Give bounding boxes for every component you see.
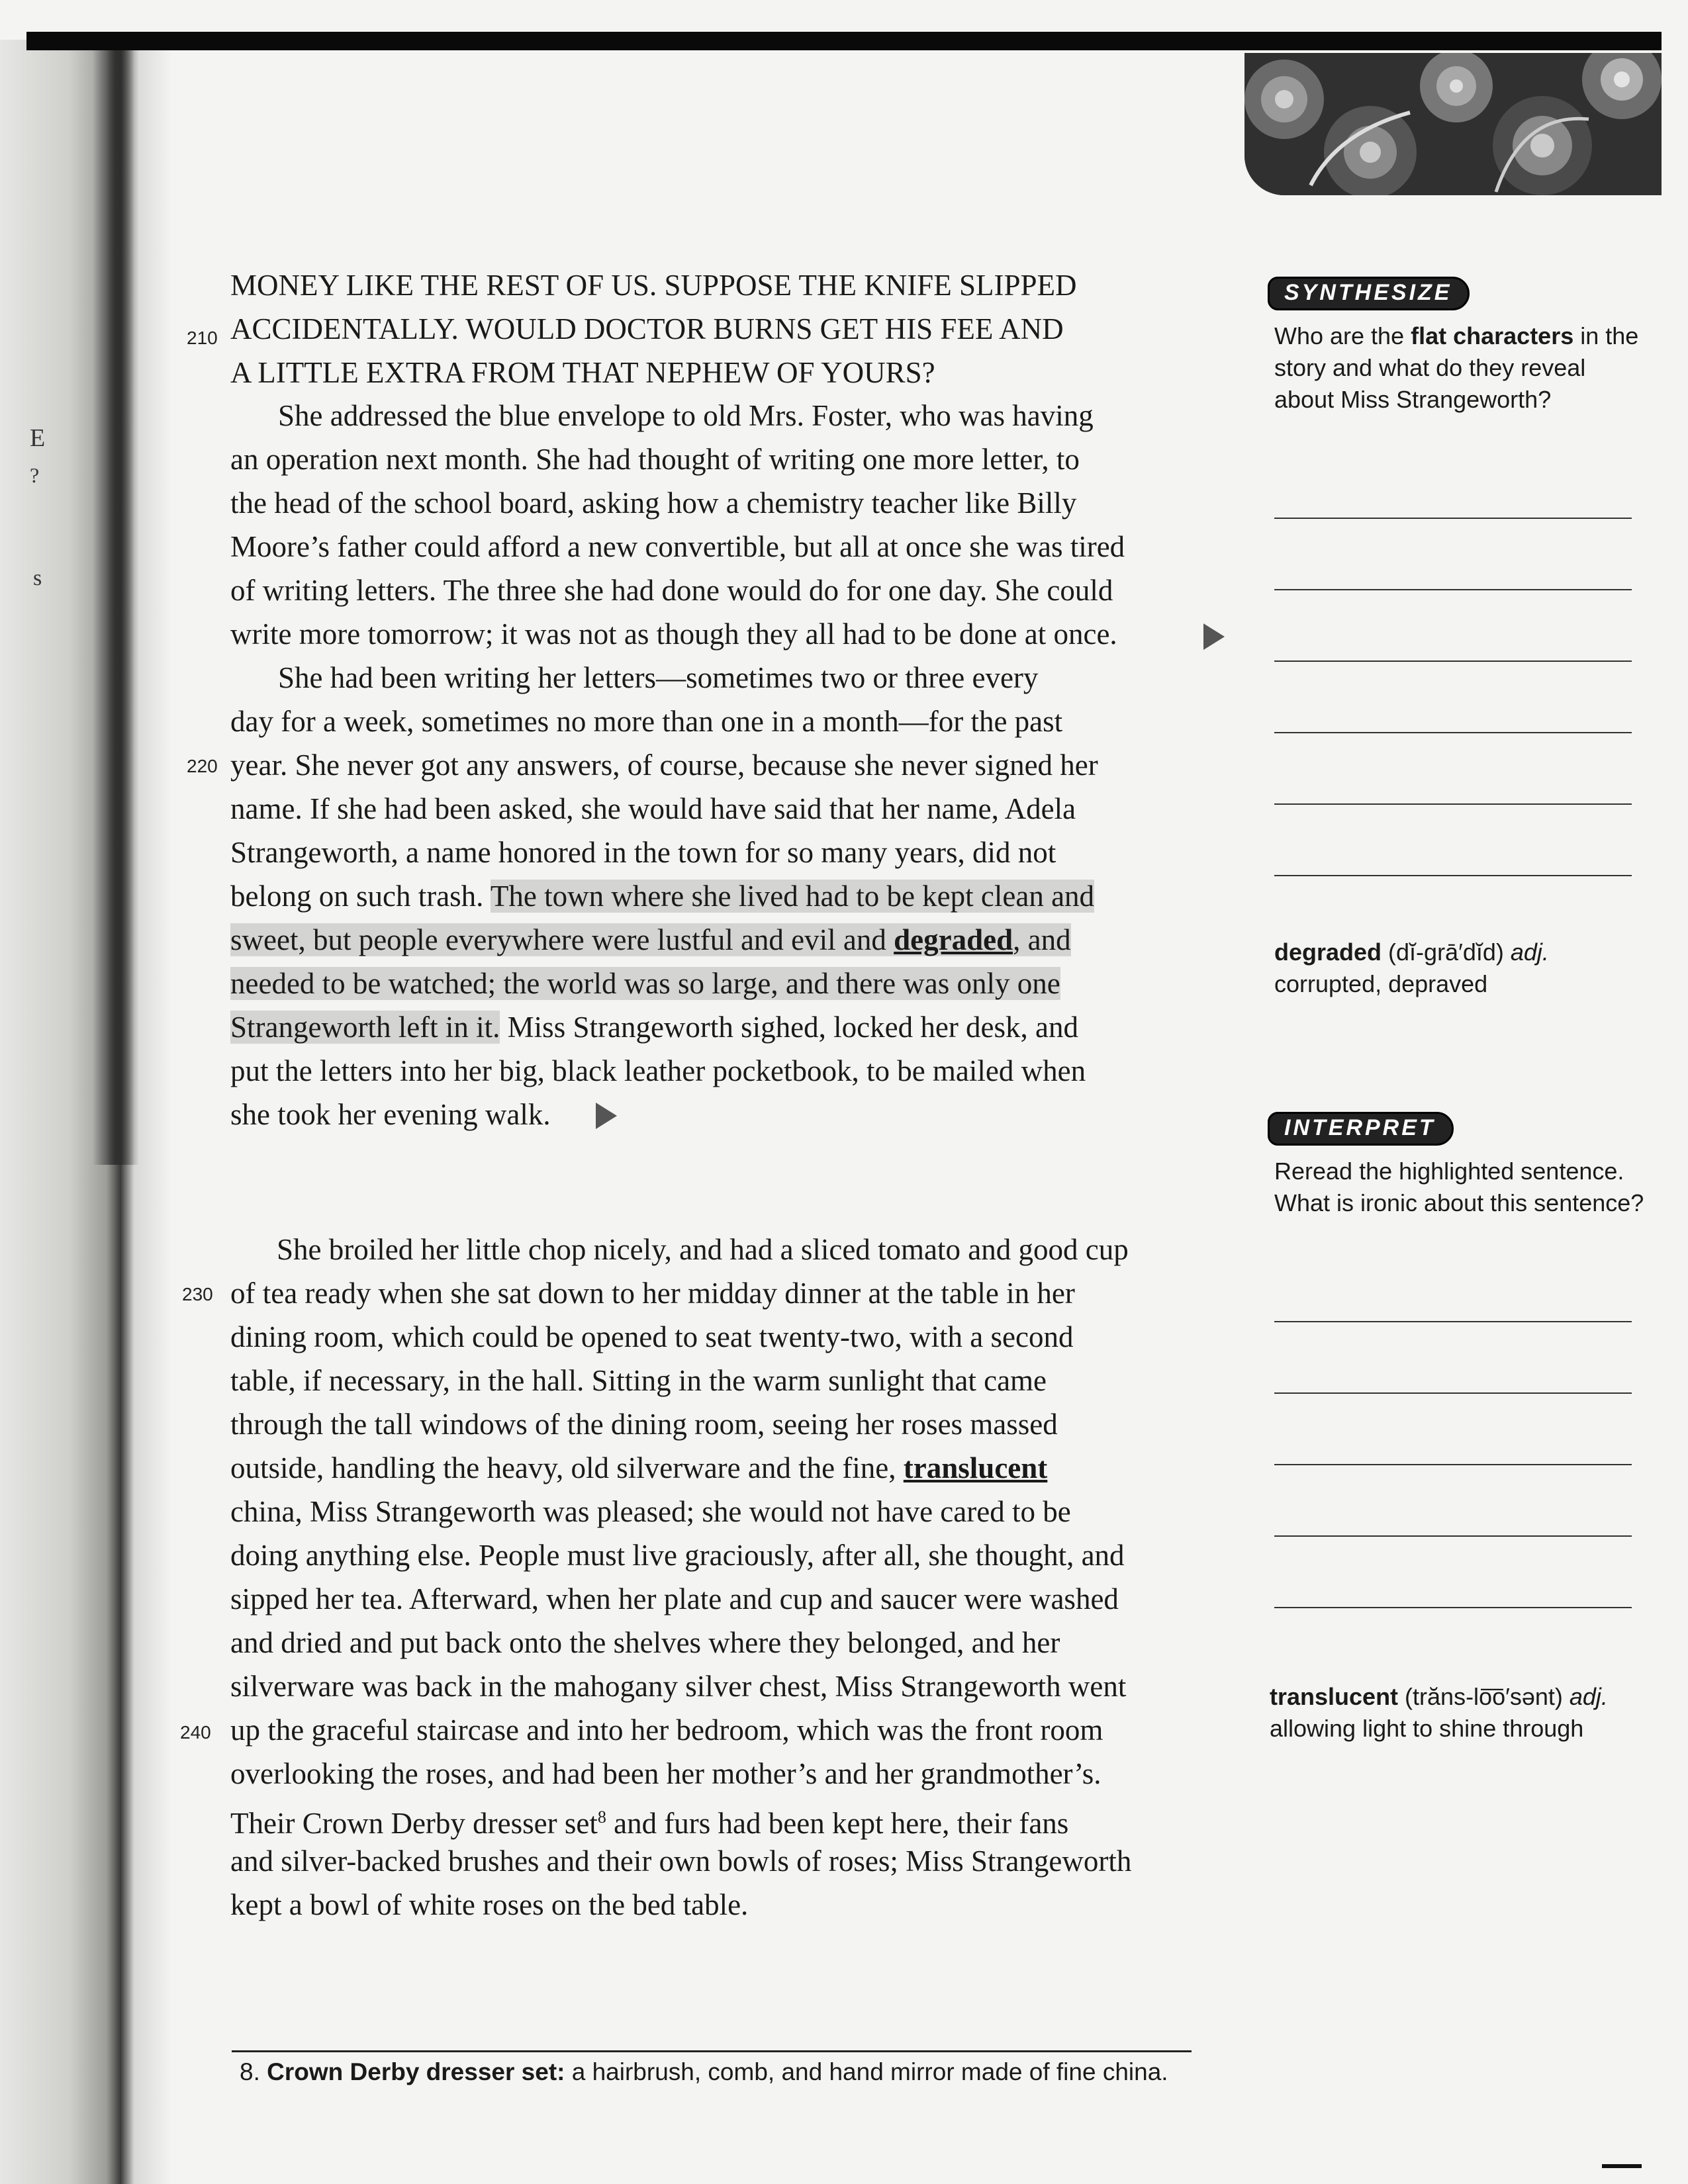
- body-line: day for a week, sometimes no more than one in a month—for the past: [230, 705, 1063, 738]
- question-text: Who are the: [1274, 322, 1411, 349]
- answer-line[interactable]: [1274, 1464, 1632, 1465]
- body-line: [230, 962, 1060, 1005]
- body-line: write more tomorrow; it was not as though they all had to be done at once.: [230, 617, 1117, 651]
- body-line: silverware was back in the mahogany silver chest, Miss Strangeworth went: [230, 1670, 1127, 1703]
- highlighted-sentence: sweet, but people everywhere were lustful and evil and: [230, 923, 894, 956]
- margin-fragment: s: [33, 566, 42, 590]
- body-line: A LITTLE EXTRA FROM THAT NEPHEW OF YOURS?: [230, 356, 935, 389]
- body-line: She addressed the blue envelope to old Mrs. Foster, who was having: [278, 399, 1094, 432]
- answer-line[interactable]: [1274, 732, 1632, 733]
- gloss-pos: adj.: [1510, 938, 1549, 966]
- question-text: in the story and what do they reveal about Miss Strangeworth?: [1274, 322, 1639, 413]
- question-term: flat characters: [1411, 322, 1574, 349]
- body-line: she took her evening walk.: [230, 1098, 551, 1131]
- answer-line[interactable]: [1274, 1392, 1632, 1394]
- body-line: dining room, which could be opened to seat twenty-two, with a second: [230, 1320, 1074, 1353]
- gloss-pos: adj.: [1569, 1683, 1608, 1710]
- body-line: Moore’s father could afford a new convertible, but all at once she was tired: [230, 530, 1125, 563]
- roses-photo: [1244, 53, 1662, 195]
- text-run: and furs had been kept here, their fans: [606, 1807, 1069, 1840]
- body-line: She had been writing her letters—sometimes two or three every: [278, 661, 1039, 694]
- body-line: and silver-backed brushes and their own bowls of roses; Miss Strangeworth: [230, 1844, 1132, 1878]
- text-run: Their Crown Derby dresser set: [230, 1807, 598, 1840]
- footnote-term: Crown Derby dresser set:: [267, 2058, 565, 2085]
- answer-line[interactable]: [1274, 660, 1632, 662]
- answer-line[interactable]: [1274, 589, 1632, 590]
- footnote-marker: 8: [597, 1807, 606, 1827]
- page-number-fragment: [1602, 2164, 1642, 2168]
- line-number: 240: [180, 1722, 211, 1743]
- body-line: of tea ready when she sat down to her midday dinner at the table in her: [230, 1277, 1075, 1310]
- line-number: 230: [182, 1284, 213, 1304]
- interpret-badge: INTERPRET: [1268, 1112, 1454, 1146]
- vocab-word-translucent: translucent: [903, 1451, 1048, 1484]
- line-number: 220: [187, 756, 218, 776]
- answer-line[interactable]: [1274, 518, 1632, 519]
- body-line: doing anything else. People must live graciously, after all, she thought, and: [230, 1539, 1125, 1572]
- gloss-pronunciation: (dĭ-grā′dĭd): [1382, 938, 1511, 966]
- text-run: outside, handling the heavy, old silverware and the fine,: [230, 1451, 904, 1484]
- text-run: belong on such trash.: [230, 880, 491, 913]
- top-border-bar: [26, 32, 1662, 50]
- glossary-degraded: [1274, 936, 1645, 1000]
- page-gutter-shadow: [0, 40, 172, 2184]
- body-line: an operation next month. She had thought of writing one more letter, to: [230, 443, 1080, 476]
- body-line: up the graceful staircase and into her bedroom, which was the front room: [230, 1713, 1103, 1747]
- body-line: the head of the school board, asking how a chemistry teacher like Billy: [230, 486, 1077, 520]
- margin-fragment: ?: [30, 463, 40, 487]
- answer-line[interactable]: [1274, 875, 1632, 876]
- gloss-definition: corrupted, depraved: [1274, 970, 1488, 997]
- body-line: [230, 1446, 1047, 1490]
- interpret-question: Reread the highlighted sentence. What is ironic about this sentence?: [1274, 1158, 1644, 1216]
- body-line: of writing letters. The three she had done would do for one day. She could: [230, 574, 1113, 607]
- answer-line[interactable]: [1274, 1607, 1632, 1608]
- body-line: year. She never got any answers, of course, because she never signed her: [230, 749, 1098, 782]
- body-line: sipped her tea. Afterward, when her plate and cup and saucer were washed: [230, 1582, 1119, 1615]
- body-line: [230, 1796, 1068, 1845]
- vocab-word-degraded: degraded: [894, 923, 1013, 956]
- body-line: name. If she had been asked, she would have said that her name, Adela: [230, 792, 1076, 825]
- footnote-divider: [232, 2050, 1192, 2052]
- gloss-definition: allowing light to shine through: [1270, 1715, 1584, 1742]
- body-line: and dried and put back onto the shelves where they belonged, and her: [230, 1626, 1060, 1659]
- text-run: Miss Strangeworth sighed, locked her desk, and: [500, 1011, 1079, 1044]
- body-line: put the letters into her big, black leather pocketbook, to be mailed when: [230, 1054, 1086, 1087]
- body-line: [230, 874, 1094, 918]
- gloss-term: degraded: [1274, 938, 1382, 966]
- gloss-term: translucent: [1270, 1683, 1399, 1710]
- glossary-translucent: [1270, 1681, 1640, 1745]
- highlighted-sentence: needed to be watched; the world was so large, and there was only one: [230, 967, 1060, 1000]
- footnote-text: a hairbrush, comb, and hand mirror made of fine china.: [565, 2058, 1168, 2085]
- play-arrow-icon: [1203, 623, 1225, 650]
- footnote: [240, 2058, 1168, 2086]
- body-line: ACCIDENTALLY. WOULD DOCTOR BURNS GET HIS FEE AND: [230, 312, 1064, 345]
- body-line: china, Miss Strangeworth was pleased; she would not have cared to be: [230, 1495, 1071, 1528]
- body-line: kept a bowl of white roses on the bed table.: [230, 1888, 749, 1921]
- body-line: table, if necessary, in the hall. Sitting in the warm sunlight that came: [230, 1364, 1047, 1397]
- answer-line[interactable]: [1274, 1321, 1632, 1322]
- body-line: overlooking the roses, and had been her mother’s and her grandmother’s.: [230, 1757, 1102, 1790]
- play-arrow-icon: [596, 1103, 617, 1129]
- highlighted-sentence: The town where she lived had to be kept clean and: [490, 880, 1095, 913]
- gloss-pronunciation: (trăns-lo͞o′sənt): [1398, 1683, 1570, 1710]
- body-line: through the tall windows of the dining room, seeing her roses massed: [230, 1408, 1058, 1441]
- line-number: 210: [187, 328, 218, 348]
- answer-line[interactable]: [1274, 803, 1632, 805]
- synthesize-badge: SYNTHESIZE: [1268, 277, 1470, 310]
- body-line: She broiled her little chop nicely, and had a sliced tomato and good cup: [277, 1233, 1129, 1266]
- body-line: [230, 1005, 1078, 1049]
- body-line: [230, 918, 1071, 962]
- binding-spine: [93, 40, 139, 1165]
- highlighted-sentence: , and: [1013, 923, 1071, 956]
- body-line: MONEY LIKE THE REST OF US. SUPPOSE THE KNIFE SLIPPED: [230, 269, 1077, 302]
- answer-line[interactable]: [1274, 1535, 1632, 1537]
- footnote-number: 8.: [240, 2058, 267, 2085]
- margin-fragment: E: [30, 424, 46, 452]
- body-line: Strangeworth, a name honored in the town for so many years, did not: [230, 836, 1056, 869]
- highlighted-sentence: Strangeworth left in it.: [230, 1011, 500, 1044]
- synthesize-question: [1274, 320, 1645, 416]
